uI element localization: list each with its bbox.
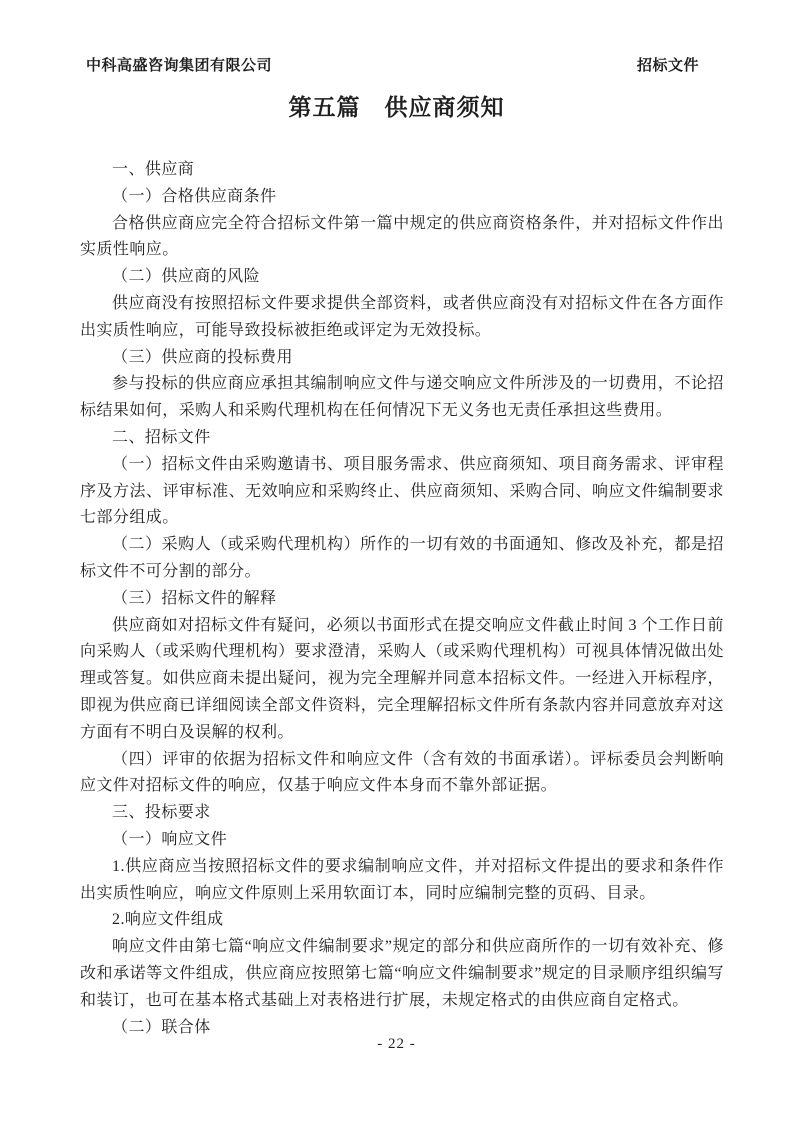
paragraph: 参与投标的供应商应承担其编制响应文件与递交响应文件所涉及的一切费用，不论招标结果如何，采购人和采购代理机构在任何情况下无义务也无责任承担这些费用。 xyxy=(80,375,724,420)
document-body xyxy=(80,157,724,1041)
paragraph: 2.响应文件组成 xyxy=(112,911,224,929)
paragraph: （三）供应商的投标费用 xyxy=(112,348,293,366)
paragraph: 合格供应商应完全符合招标文件第一篇中规定的供应商资格条件，并对招标文件作出实质性响应。 xyxy=(80,214,724,259)
paragraph: 响应文件由第七篇“响应文件编制要求”规定的部分和供应商所作的一切有效补充、修改和承诺等文件组成，供应商应按照第七篇“响应文件编制要求”规定的目录顺序组织编写和装订，也可在基本格式基础上对表格进行扩展，未规定格式的由供应商自定格式。 xyxy=(80,938,724,1009)
header-doc-type: 招标文件 xyxy=(636,57,699,74)
paragraph: 三、投标要求 xyxy=(112,804,211,822)
page-number: - 22 - xyxy=(377,1036,416,1052)
paragraph: （一）合格供应商条件 xyxy=(112,187,277,205)
paragraph: 一、供应商 xyxy=(112,161,195,178)
paragraph: 供应商没有按照招标文件要求提供全部资料，或者供应商没有对招标文件在各方面作出实质性响应，可能导致投标被拒绝或评定为无效投标。 xyxy=(80,294,724,339)
paragraph: （二）供应商的风险 xyxy=(112,268,261,286)
paragraph: 1.供应商应当按照招标文件的要求编制响应文件，并对招标文件提出的要求和条件作出实质性响应，响应文件原则上采用软面订本，同时应编制完整的页码、目录。 xyxy=(80,857,724,902)
page-title: 第五篇 供应商须知 xyxy=(288,94,505,120)
paragraph: （四）评审的依据为招标文件和响应文件（含有效的书面承诺）。评标委员会判断响应文件对招标文件的响应，仅基于响应文件本身而不靠外部证据。 xyxy=(80,750,724,795)
page-header xyxy=(86,54,699,75)
paragraph: （三）招标文件的解释 xyxy=(112,589,277,607)
paragraph: （一）招标文件由采购邀请书、项目服务需求、供应商须知、项目商务需求、评审程序及方法、评审标准、无效响应和采购终止、供应商须知、采购合同、响应文件编制要求七部分组成。 xyxy=(80,455,724,527)
paragraph: 二、招标文件 xyxy=(112,428,211,446)
paragraph: （一）响应文件 xyxy=(112,830,228,848)
paragraph: （二）采购人（或采购代理机构）所作的一切有效的书面通知、修改及补充，都是招标文件不可分割的部分。 xyxy=(80,536,724,580)
paragraph: 供应商如对招标文件有疑问，必须以书面形式在提交响应文件截止时间 3 个工作日前向采购人（或采购代理机构）要求澄清，采购人（或采购代理机构）可视具体情况做出处理或答复。如供应商未提出疑问，视为完全理解并同意本招标文件。一经进入开标程序，即视为供应商已详细阅读全部文件资料，完全理解招标文件所有条款内容并同意放弃对这方面有不明白及误解的权利。 xyxy=(80,616,724,741)
header-company-name: 中科高盛咨询集团有限公司 xyxy=(86,57,273,74)
paragraph: （二）联合体 xyxy=(112,1018,211,1036)
